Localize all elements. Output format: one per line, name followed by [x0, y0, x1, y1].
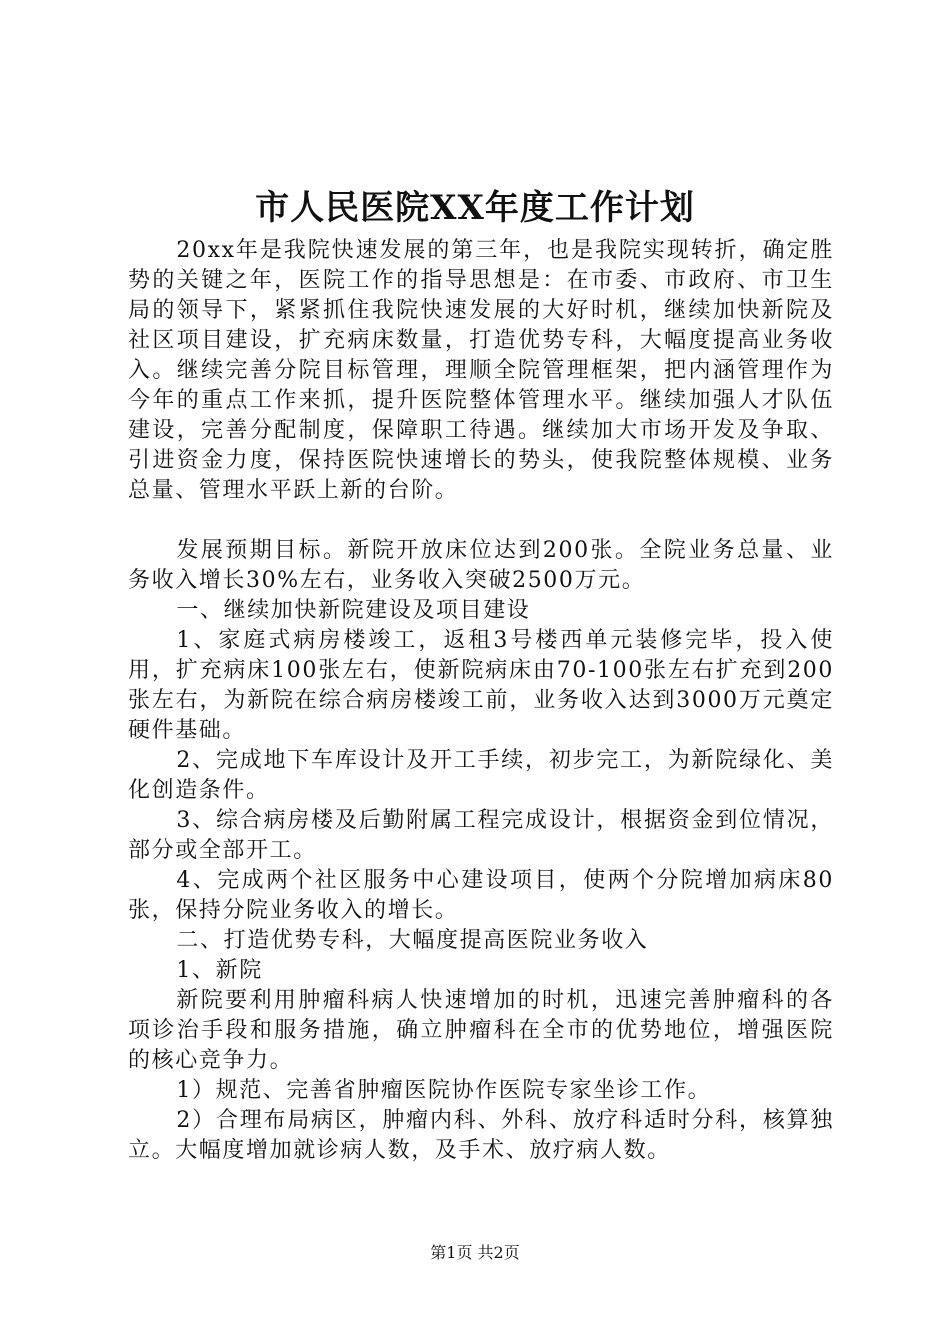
list-item: 4、完成两个社区服务中心建设项目，使两个分院增加病床80张，保持分院业务收入的增长。 — [128, 868, 834, 923]
list-item: 1、家庭式病房楼竣工，返租3号楼西单元装修完毕，投入使用，扩充病床100张左右，使新院病床由70-100张左右扩充到200张左右，为新院在综合病房楼竣工前，业务收入达到3000万元奠定硬件基础。 — [128, 628, 834, 743]
document-title: 市人民医院XX年度工作计划 — [255, 188, 695, 228]
page-number-footer: 第1页 共2页 — [430, 1243, 520, 1262]
list-item: 2、完成地下车库设计及开工手续，初步完工，为新院绿化、美化创造条件。 — [128, 748, 834, 803]
paragraph-oncology: 新院要利用肿瘤科病人快速增加的时机，迅速完善肿瘤科的各项诊治手段和服务措施，确立肿瘤科在全市的优势地位，增强医院的核心竞争力。 — [128, 988, 834, 1073]
list-item: 3、综合病房楼及后勤附属工程完成设计，根据资金到位情况，部分或全部开工。 — [128, 808, 834, 863]
section-heading-1: 一、继续加快新院建设及项目建设 — [176, 598, 531, 623]
paragraph-goal: 发展预期目标。新院开放床位达到200张。全院业务总量、业务收入增长30%左右，业务收入突破2500万元。 — [128, 538, 834, 593]
list-item: 2）合理布局病区，肿瘤内科、外科、放疗科适时分科，核算独立。大幅度增加就诊病人数，及手术、放疗病人数。 — [128, 1108, 834, 1163]
paragraph-intro: 20xx年是我院快速发展的第三年，也是我院实现转折，确定胜势的关键之年，医院工作的指导思想是：在市委、市政府、市卫生局的领导下，紧紧抓住我院快速发展的大好时机，继续加快新院及社区项目建设，扩充病床数量，打造优势专科，大幅度提高业务收入。继续完善分院目标管理，理顺全院管理框架，把内涵管理作为今年的重点工作来抓，提升医院整体管理水平。继续加强人才队伍建设，完善分配制度，保障职工待遇。继续加大市场开发及争取、引进资金力度，保持医院快速增长的势头，使我院整体规模、业务总量、管理水平跃上新的台阶。 — [128, 238, 834, 503]
list-item: 1）规范、完善省肿瘤医院协作医院专家坐诊工作。 — [176, 1078, 712, 1103]
subsection-heading: 1、新院 — [176, 958, 263, 983]
document-body — [128, 236, 834, 1166]
section-heading-2: 二、打造优势专科，大幅度提高医院业务收入 — [176, 928, 649, 953]
